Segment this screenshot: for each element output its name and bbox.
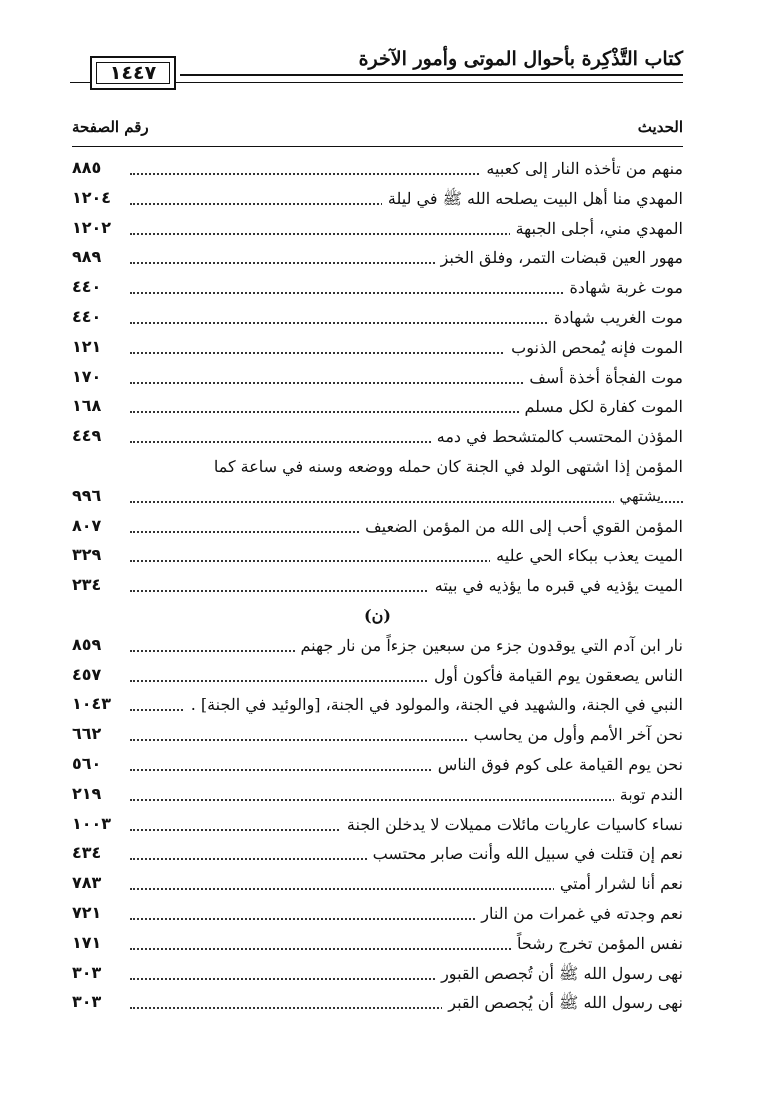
index-entry [72,781,683,811]
section-heading [72,602,683,632]
index-entry [72,870,683,900]
index-entry [72,513,683,543]
entry-text: نعم وجدته في غمرات من النار [475,904,683,923]
entry-page-number: ١٢١ [72,336,102,356]
index-entry [72,840,683,870]
index-entry [72,393,683,423]
index-entry [72,721,683,751]
entry-page-number: ٨٥٩ [72,634,102,654]
entry-page-number: ٢١٩ [72,783,102,803]
entry-page-number: ٩٨٩ [72,247,102,267]
index-entries [72,155,683,1019]
entry-text: نعم أنا لشرار أمتي [554,874,683,893]
entry-text: المؤذن المحتسب كالمتشحط في دمه [431,427,683,446]
entry-page-number: ١٠٠٣ [72,813,112,833]
page-header [70,38,683,102]
entry-page-number: ٧٨٣ [72,873,102,893]
index-entry [72,662,683,692]
entry-text: نهى رسول الله ﷺ أن يُجصص القبر [442,993,683,1016]
entry-page-number: ٥٦٠ [72,753,102,773]
column-header-hadith: الحديث [637,118,683,136]
index-entry [72,244,683,274]
entry-text: نار ابن آدم التي يوقدون جزء من سبعين جزءاً من نار جهنم [295,636,683,655]
index-entry [72,364,683,394]
header-rule [180,74,683,76]
entry-text: موت الغريب شهادة [548,308,683,327]
index-entry [72,185,683,215]
index-entry [72,811,683,841]
entry-text: موت غربة شهادة [564,278,683,297]
index-entry [72,989,683,1019]
entry-page-number: ٧٢١ [72,902,102,922]
index-entry [72,334,683,364]
entry-page-number: ٢٣٤ [72,575,102,595]
column-header-page: رقم الصفحة [72,118,149,136]
index-entry [72,542,683,572]
book-title: كتاب التَّذْكِرة بأحوال الموتى وأمور الآخرة [358,48,683,70]
index-entry [72,900,683,930]
entry-page-number: ٤٤٩ [72,426,102,446]
entry-text: منهم من تأخذه النار إلى كعبيه [480,159,683,178]
entry-text: المؤمن القوي أحب إلى الله من المؤمن الضعيف [359,517,683,536]
index-entry [72,423,683,453]
entry-text: الناس يصعقون يوم القيامة فأكون أول [428,666,683,685]
entry-page-number: ٤٤٠ [72,306,102,326]
entry-text: النبي في الجنة، والشهيد في الجنة، والمولود في الجنة، [والوئيد في الجنة] . [185,695,683,714]
entry-page-number: ١٧١ [72,932,102,952]
entry-text: الميت يعذب ببكاء الحي عليه [490,546,683,565]
entry-page-number: ٤٥٧ [72,664,102,684]
column-header-rule [72,146,683,147]
entry-text: نفس المؤمن تخرج رشحاً [511,934,683,953]
index-entry [72,572,683,602]
entry-page-number: ٨٨٥ [72,158,102,177]
index-entry [72,632,683,662]
entry-text: مهور العين قبضات التمر، وفلق الخبز [435,248,683,267]
page-number-box [90,56,176,90]
index-entry [72,304,683,334]
dot-leader [130,501,683,503]
entry-text: موت الفجأة أخذة أسف [523,368,683,387]
entry-page-number: ٩٩٦ [72,485,102,505]
entry-page-number: ٤٤٠ [72,277,102,297]
entry-page-number: ٣٠٣ [72,962,102,982]
entry-text: نحن يوم القيامة على كوم فوق الناس [432,755,683,774]
entry-page-number: ١٢٠٤ [72,187,112,207]
entry-page-number: ٣٢٩ [72,545,102,565]
entry-page-number: ١٠٤٣ [72,694,112,714]
section-letter: (ن) [364,605,391,625]
index-entry [72,453,683,483]
entry-text: يشتهي [614,487,662,505]
index-entry [72,483,683,513]
entry-text: المؤمن إذا اشتهى الولد في الجنة كان حمله ووضعه وسنه في ساعة كما [208,457,683,476]
entry-text: نهى رسول الله ﷺ أن تُجصص القبور [435,964,683,987]
entry-page-number: ٤٣٤ [72,843,102,863]
entry-page-number: ١٦٨ [72,396,102,416]
entry-text: المهدي مني، أجلى الجبهة [510,219,683,238]
index-entry [72,960,683,990]
index-entry [72,274,683,304]
entry-page-number: ١٢٠٢ [72,217,112,237]
entry-page-number: ٦٦٢ [72,724,102,744]
entry-text: نحن آخر الأمم وأول من يحاسب [468,725,683,744]
dot-leader [130,799,683,801]
index-entry [72,215,683,245]
entry-page-number: ٨٠٧ [72,515,102,535]
entry-text: الموت كفارة لكل مسلم [519,397,683,416]
entry-text: الميت يؤذيه في قبره ما يؤذيه في بيته [429,576,683,595]
entry-text: الندم توبة [614,785,683,804]
page-number-frame [96,62,170,84]
entry-text: المهدي منا أهل البيت يصلحه الله ﷺ في ليلة [382,189,683,212]
index-entry [72,155,683,185]
entry-page-number: ١٧٠ [72,366,102,386]
entry-text: الموت فإنه يُمحص الذنوب [505,338,683,357]
page-number: ١٤٤٧ [109,62,157,84]
index-entry [72,930,683,960]
entry-text: نساء كاسيات عاريات مائلات مميلات لا يدخلن الجنة [341,815,683,834]
index-entry [72,691,683,721]
entry-text: نعم إن قتلت في سبيل الله وأنت صابر محتسب [367,844,683,863]
entry-page-number: ٣٠٣ [72,992,102,1012]
index-entry [72,751,683,781]
